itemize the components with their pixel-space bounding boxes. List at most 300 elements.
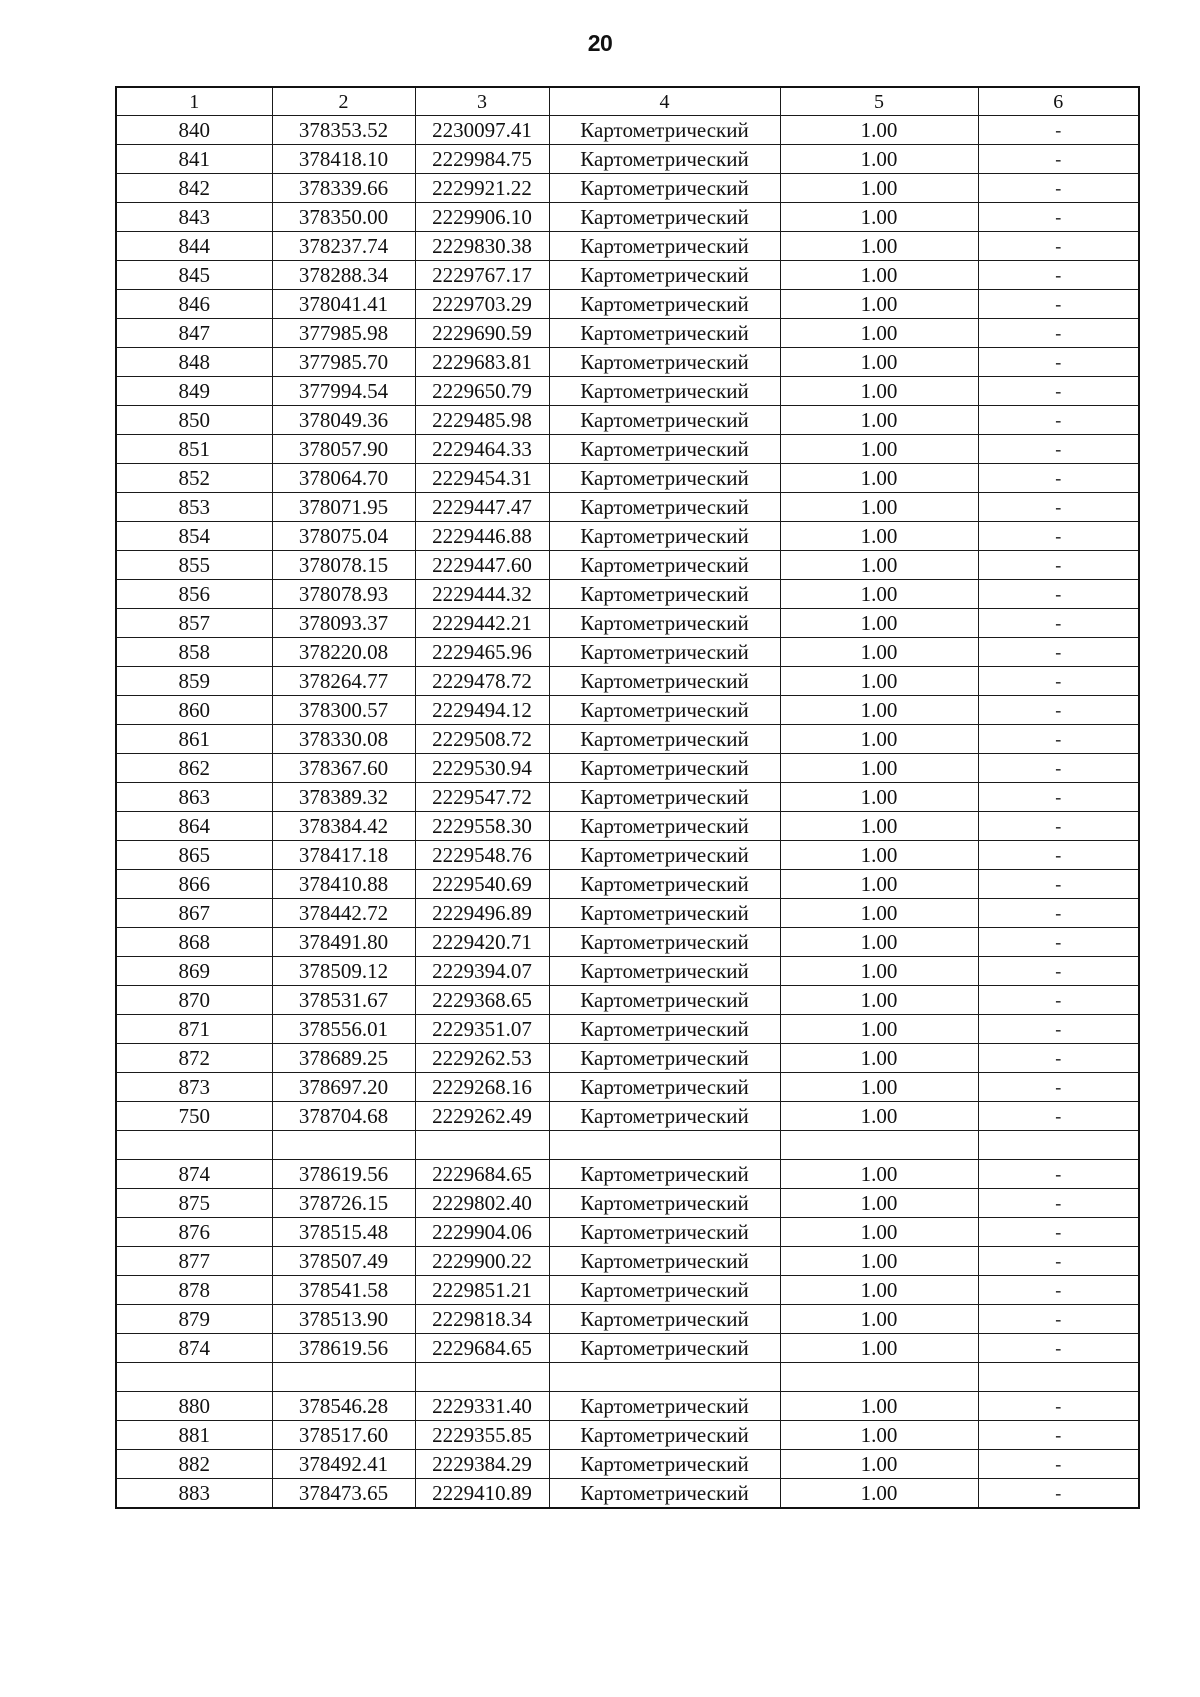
cell-accuracy: 1.00 xyxy=(780,377,978,406)
cell-note: - xyxy=(978,1421,1139,1450)
cell-x-coordinate: 378350.00 xyxy=(272,203,415,232)
cell-note: - xyxy=(978,754,1139,783)
cell-y-coordinate: 2229650.79 xyxy=(415,377,549,406)
cell-note xyxy=(978,1131,1139,1160)
cell-method: Картометрический xyxy=(549,1015,780,1044)
cell-method: Картометрический xyxy=(549,1450,780,1479)
cell-note: - xyxy=(978,522,1139,551)
cell-accuracy: 1.00 xyxy=(780,290,978,319)
cell-accuracy xyxy=(780,1131,978,1160)
cell-note: - xyxy=(978,551,1139,580)
cell-point-number: 868 xyxy=(116,928,272,957)
cell-accuracy: 1.00 xyxy=(780,812,978,841)
cell-note: - xyxy=(978,1073,1139,1102)
cell-point-number: 881 xyxy=(116,1421,272,1450)
cell-method: Картометрический xyxy=(549,348,780,377)
cell-note: - xyxy=(978,725,1139,754)
cell-note: - xyxy=(978,174,1139,203)
cell-accuracy: 1.00 xyxy=(780,1276,978,1305)
cell-x-coordinate: 378078.93 xyxy=(272,580,415,609)
table-header-row xyxy=(116,87,1139,116)
cell-point-number: 871 xyxy=(116,1015,272,1044)
cell-y-coordinate: 2229548.76 xyxy=(415,841,549,870)
cell-method: Картометрический xyxy=(549,986,780,1015)
table-row xyxy=(116,1044,1139,1073)
cell-method: Картометрический xyxy=(549,1073,780,1102)
cell-method: Картометрический xyxy=(549,1044,780,1073)
cell-method: Картометрический xyxy=(549,406,780,435)
cell-x-coordinate: 378507.49 xyxy=(272,1247,415,1276)
cell-method: Картометрический xyxy=(549,783,780,812)
cell-x-coordinate: 377985.98 xyxy=(272,319,415,348)
cell-point-number: 750 xyxy=(116,1102,272,1131)
cell-note: - xyxy=(978,783,1139,812)
cell-x-coordinate: 378513.90 xyxy=(272,1305,415,1334)
cell-x-coordinate: 378689.25 xyxy=(272,1044,415,1073)
cell-x-coordinate: 378492.41 xyxy=(272,1450,415,1479)
cell-method: Картометрический xyxy=(549,696,780,725)
cell-note: - xyxy=(978,435,1139,464)
table-row xyxy=(116,1421,1139,1450)
cell-y-coordinate: 2229420.71 xyxy=(415,928,549,957)
cell-x-coordinate xyxy=(272,1131,415,1160)
cell-note: - xyxy=(978,870,1139,899)
cell-note: - xyxy=(978,1392,1139,1421)
cell-note: - xyxy=(978,1450,1139,1479)
cell-point-number: 857 xyxy=(116,609,272,638)
cell-x-coordinate: 378619.56 xyxy=(272,1160,415,1189)
cell-point-number: 842 xyxy=(116,174,272,203)
cell-note: - xyxy=(978,1247,1139,1276)
table-row xyxy=(116,1450,1139,1479)
cell-point-number: 867 xyxy=(116,899,272,928)
cell-accuracy: 1.00 xyxy=(780,870,978,899)
cell-note: - xyxy=(978,203,1139,232)
cell-y-coordinate: 2229540.69 xyxy=(415,870,549,899)
cell-y-coordinate: 2229767.17 xyxy=(415,261,549,290)
cell-method: Картометрический xyxy=(549,1160,780,1189)
cell-method: Картометрический xyxy=(549,1218,780,1247)
table-row xyxy=(116,1160,1139,1189)
cell-x-coordinate: 378517.60 xyxy=(272,1421,415,1450)
table-row xyxy=(116,1102,1139,1131)
cell-x-coordinate: 378093.37 xyxy=(272,609,415,638)
cell-y-coordinate: 2229921.22 xyxy=(415,174,549,203)
cell-accuracy: 1.00 xyxy=(780,899,978,928)
cell-accuracy: 1.00 xyxy=(780,1392,978,1421)
cell-y-coordinate: 2229684.65 xyxy=(415,1334,549,1363)
table-row xyxy=(116,377,1139,406)
cell-point-number: 848 xyxy=(116,348,272,377)
cell-method: Картометрический xyxy=(549,145,780,174)
cell-y-coordinate: 2229465.96 xyxy=(415,638,549,667)
cell-x-coordinate: 378726.15 xyxy=(272,1189,415,1218)
cell-method: Картометрический xyxy=(549,1334,780,1363)
cell-accuracy: 1.00 xyxy=(780,1160,978,1189)
cell-y-coordinate: 2229818.34 xyxy=(415,1305,549,1334)
cell-x-coordinate: 377994.54 xyxy=(272,377,415,406)
table-row xyxy=(116,928,1139,957)
table-row xyxy=(116,899,1139,928)
cell-y-coordinate: 2229331.40 xyxy=(415,1392,549,1421)
cell-y-coordinate xyxy=(415,1131,549,1160)
table-row xyxy=(116,1479,1139,1509)
cell-x-coordinate: 378057.90 xyxy=(272,435,415,464)
cell-x-coordinate: 378049.36 xyxy=(272,406,415,435)
table-row xyxy=(116,551,1139,580)
cell-note: - xyxy=(978,1276,1139,1305)
cell-point-number xyxy=(116,1363,272,1392)
cell-note: - xyxy=(978,232,1139,261)
cell-y-coordinate: 2229464.33 xyxy=(415,435,549,464)
table-row xyxy=(116,667,1139,696)
cell-point-number: 858 xyxy=(116,638,272,667)
table-row xyxy=(116,203,1139,232)
cell-y-coordinate: 2229447.47 xyxy=(415,493,549,522)
cell-y-coordinate: 2229454.31 xyxy=(415,464,549,493)
cell-point-number: 865 xyxy=(116,841,272,870)
table-row xyxy=(116,145,1139,174)
cell-note: - xyxy=(978,116,1139,145)
cell-note: - xyxy=(978,609,1139,638)
cell-y-coordinate: 2229684.65 xyxy=(415,1160,549,1189)
cell-y-coordinate: 2229262.53 xyxy=(415,1044,549,1073)
cell-note: - xyxy=(978,290,1139,319)
cell-y-coordinate: 2229830.38 xyxy=(415,232,549,261)
cell-method: Картометрический xyxy=(549,551,780,580)
cell-point-number: 843 xyxy=(116,203,272,232)
header-cell-3: 3 xyxy=(415,87,549,116)
table-row xyxy=(116,609,1139,638)
cell-accuracy: 1.00 xyxy=(780,1044,978,1073)
cell-accuracy: 1.00 xyxy=(780,1479,978,1509)
table-row xyxy=(116,116,1139,145)
cell-note: - xyxy=(978,812,1139,841)
cell-point-number: 853 xyxy=(116,493,272,522)
cell-y-coordinate: 2229446.88 xyxy=(415,522,549,551)
cell-x-coordinate: 378071.95 xyxy=(272,493,415,522)
cell-accuracy: 1.00 xyxy=(780,406,978,435)
table-row xyxy=(116,783,1139,812)
table-row xyxy=(116,754,1139,783)
cell-point-number: 877 xyxy=(116,1247,272,1276)
cell-note: - xyxy=(978,1102,1139,1131)
cell-method: Картометрический xyxy=(549,957,780,986)
cell-x-coordinate: 378546.28 xyxy=(272,1392,415,1421)
cell-accuracy: 1.00 xyxy=(780,986,978,1015)
table-separator-row xyxy=(116,1131,1139,1160)
cell-method: Картометрический xyxy=(549,116,780,145)
cell-note: - xyxy=(978,464,1139,493)
cell-note: - xyxy=(978,348,1139,377)
cell-point-number: 870 xyxy=(116,986,272,1015)
cell-accuracy: 1.00 xyxy=(780,1073,978,1102)
cell-y-coordinate: 2229410.89 xyxy=(415,1479,549,1509)
cell-accuracy: 1.00 xyxy=(780,783,978,812)
cell-method: Картометрический xyxy=(549,725,780,754)
table-row xyxy=(116,290,1139,319)
cell-point-number: 864 xyxy=(116,812,272,841)
table-row xyxy=(116,638,1139,667)
cell-x-coordinate: 378619.56 xyxy=(272,1334,415,1363)
cell-y-coordinate xyxy=(415,1363,549,1392)
cell-x-coordinate: 378541.58 xyxy=(272,1276,415,1305)
cell-x-coordinate: 378704.68 xyxy=(272,1102,415,1131)
cell-method: Картометрический xyxy=(549,493,780,522)
table-row xyxy=(116,986,1139,1015)
cell-y-coordinate: 2229442.21 xyxy=(415,609,549,638)
cell-method: Картометрический xyxy=(549,609,780,638)
cell-accuracy: 1.00 xyxy=(780,232,978,261)
header-cell-6: 6 xyxy=(978,87,1139,116)
table-body xyxy=(116,87,1139,1508)
cell-method: Картометрический xyxy=(549,203,780,232)
cell-accuracy: 1.00 xyxy=(780,551,978,580)
table-row xyxy=(116,174,1139,203)
cell-accuracy: 1.00 xyxy=(780,754,978,783)
cell-note: - xyxy=(978,1189,1139,1218)
cell-note: - xyxy=(978,1305,1139,1334)
cell-method: Картометрический xyxy=(549,812,780,841)
cell-y-coordinate: 2229683.81 xyxy=(415,348,549,377)
cell-note: - xyxy=(978,1044,1139,1073)
cell-method: Картометрический xyxy=(549,1189,780,1218)
cell-accuracy: 1.00 xyxy=(780,145,978,174)
cell-y-coordinate: 2229851.21 xyxy=(415,1276,549,1305)
table-row xyxy=(116,232,1139,261)
cell-accuracy: 1.00 xyxy=(780,1102,978,1131)
cell-x-coordinate xyxy=(272,1363,415,1392)
cell-y-coordinate: 2229496.89 xyxy=(415,899,549,928)
coordinates-table xyxy=(115,86,1140,1509)
cell-y-coordinate: 2229906.10 xyxy=(415,203,549,232)
cell-note: - xyxy=(978,319,1139,348)
cell-y-coordinate: 2229703.29 xyxy=(415,290,549,319)
cell-accuracy: 1.00 xyxy=(780,1305,978,1334)
cell-x-coordinate: 378509.12 xyxy=(272,957,415,986)
cell-x-coordinate: 378330.08 xyxy=(272,725,415,754)
cell-y-coordinate: 2229547.72 xyxy=(415,783,549,812)
header-cell-2: 2 xyxy=(272,87,415,116)
cell-note: - xyxy=(978,638,1139,667)
cell-point-number: 846 xyxy=(116,290,272,319)
cell-x-coordinate: 378339.66 xyxy=(272,174,415,203)
cell-point-number: 869 xyxy=(116,957,272,986)
cell-y-coordinate: 2229394.07 xyxy=(415,957,549,986)
cell-point-number: 860 xyxy=(116,696,272,725)
table-row xyxy=(116,1334,1139,1363)
cell-accuracy: 1.00 xyxy=(780,841,978,870)
cell-accuracy: 1.00 xyxy=(780,1218,978,1247)
cell-y-coordinate: 2229530.94 xyxy=(415,754,549,783)
table-row xyxy=(116,1015,1139,1044)
cell-note: - xyxy=(978,1160,1139,1189)
cell-point-number: 840 xyxy=(116,116,272,145)
cell-accuracy: 1.00 xyxy=(780,638,978,667)
cell-y-coordinate: 2229262.49 xyxy=(415,1102,549,1131)
cell-method: Картометрический xyxy=(549,1392,780,1421)
cell-method: Картометрический xyxy=(549,870,780,899)
cell-point-number xyxy=(116,1131,272,1160)
cell-y-coordinate: 2229447.60 xyxy=(415,551,549,580)
cell-x-coordinate: 378515.48 xyxy=(272,1218,415,1247)
cell-method: Картометрический xyxy=(549,290,780,319)
cell-point-number: 861 xyxy=(116,725,272,754)
cell-accuracy: 1.00 xyxy=(780,1450,978,1479)
cell-accuracy: 1.00 xyxy=(780,580,978,609)
cell-accuracy: 1.00 xyxy=(780,725,978,754)
cell-method: Картометрический xyxy=(549,1276,780,1305)
cell-point-number: 872 xyxy=(116,1044,272,1073)
cell-note: - xyxy=(978,1334,1139,1363)
cell-note xyxy=(978,1363,1139,1392)
table-row xyxy=(116,957,1139,986)
cell-x-coordinate: 378078.15 xyxy=(272,551,415,580)
cell-method: Картометрический xyxy=(549,1102,780,1131)
cell-point-number: 859 xyxy=(116,667,272,696)
cell-x-coordinate: 378410.88 xyxy=(272,870,415,899)
cell-y-coordinate: 2229444.32 xyxy=(415,580,549,609)
cell-point-number: 866 xyxy=(116,870,272,899)
cell-x-coordinate: 378389.32 xyxy=(272,783,415,812)
cell-accuracy: 1.00 xyxy=(780,435,978,464)
cell-x-coordinate: 378237.74 xyxy=(272,232,415,261)
cell-point-number: 874 xyxy=(116,1160,272,1189)
cell-accuracy: 1.00 xyxy=(780,348,978,377)
table-row xyxy=(116,1189,1139,1218)
cell-method: Картометрический xyxy=(549,899,780,928)
cell-note: - xyxy=(978,145,1139,174)
cell-accuracy: 1.00 xyxy=(780,522,978,551)
cell-method: Картометрический xyxy=(549,638,780,667)
table-separator-row xyxy=(116,1363,1139,1392)
cell-x-coordinate: 378300.57 xyxy=(272,696,415,725)
table-row xyxy=(116,812,1139,841)
cell-x-coordinate: 378442.72 xyxy=(272,899,415,928)
cell-point-number: 876 xyxy=(116,1218,272,1247)
cell-x-coordinate: 378384.42 xyxy=(272,812,415,841)
cell-y-coordinate: 2229904.06 xyxy=(415,1218,549,1247)
cell-point-number: 845 xyxy=(116,261,272,290)
table-row xyxy=(116,464,1139,493)
cell-method: Картометрический xyxy=(549,928,780,957)
cell-y-coordinate: 2229485.98 xyxy=(415,406,549,435)
cell-y-coordinate: 2229558.30 xyxy=(415,812,549,841)
table-row xyxy=(116,1247,1139,1276)
header-cell-5: 5 xyxy=(780,87,978,116)
cell-note: - xyxy=(978,493,1139,522)
cell-method: Картометрический xyxy=(549,1247,780,1276)
cell-point-number: 880 xyxy=(116,1392,272,1421)
cell-method: Картометрический xyxy=(549,1305,780,1334)
table-row xyxy=(116,1276,1139,1305)
cell-accuracy: 1.00 xyxy=(780,696,978,725)
cell-note: - xyxy=(978,986,1139,1015)
cell-x-coordinate: 378264.77 xyxy=(272,667,415,696)
cell-x-coordinate: 378531.67 xyxy=(272,986,415,1015)
cell-y-coordinate: 2229494.12 xyxy=(415,696,549,725)
cell-note: - xyxy=(978,1479,1139,1509)
cell-point-number: 851 xyxy=(116,435,272,464)
table-row xyxy=(116,841,1139,870)
cell-method: Картометрический xyxy=(549,377,780,406)
cell-note: - xyxy=(978,377,1139,406)
cell-method: Картометрический xyxy=(549,435,780,464)
cell-x-coordinate: 377985.70 xyxy=(272,348,415,377)
cell-note: - xyxy=(978,899,1139,928)
cell-method: Картометрический xyxy=(549,319,780,348)
cell-x-coordinate: 378075.04 xyxy=(272,522,415,551)
table-row xyxy=(116,696,1139,725)
cell-y-coordinate: 2229984.75 xyxy=(415,145,549,174)
cell-note: - xyxy=(978,696,1139,725)
cell-x-coordinate: 378041.41 xyxy=(272,290,415,319)
cell-note: - xyxy=(978,406,1139,435)
cell-x-coordinate: 378418.10 xyxy=(272,145,415,174)
cell-point-number: 850 xyxy=(116,406,272,435)
cell-accuracy: 1.00 xyxy=(780,667,978,696)
cell-point-number: 882 xyxy=(116,1450,272,1479)
table-row xyxy=(116,1073,1139,1102)
cell-y-coordinate: 2229508.72 xyxy=(415,725,549,754)
cell-accuracy: 1.00 xyxy=(780,319,978,348)
cell-x-coordinate: 378491.80 xyxy=(272,928,415,957)
cell-accuracy: 1.00 xyxy=(780,493,978,522)
cell-point-number: 873 xyxy=(116,1073,272,1102)
cell-accuracy: 1.00 xyxy=(780,203,978,232)
cell-method: Картометрический xyxy=(549,841,780,870)
cell-method: Картометрический xyxy=(549,232,780,261)
table-row xyxy=(116,348,1139,377)
cell-accuracy xyxy=(780,1363,978,1392)
cell-note: - xyxy=(978,1218,1139,1247)
cell-method: Картометрический xyxy=(549,1421,780,1450)
cell-accuracy: 1.00 xyxy=(780,609,978,638)
cell-point-number: 844 xyxy=(116,232,272,261)
table-row xyxy=(116,493,1139,522)
cell-point-number: 878 xyxy=(116,1276,272,1305)
cell-accuracy: 1.00 xyxy=(780,1421,978,1450)
cell-y-coordinate: 2229802.40 xyxy=(415,1189,549,1218)
cell-accuracy: 1.00 xyxy=(780,116,978,145)
cell-y-coordinate: 2229900.22 xyxy=(415,1247,549,1276)
table-row xyxy=(116,435,1139,464)
table-row xyxy=(116,870,1139,899)
cell-x-coordinate: 378417.18 xyxy=(272,841,415,870)
table-row xyxy=(116,725,1139,754)
cell-note: - xyxy=(978,841,1139,870)
cell-point-number: 849 xyxy=(116,377,272,406)
cell-accuracy: 1.00 xyxy=(780,1189,978,1218)
cell-y-coordinate: 2229690.59 xyxy=(415,319,549,348)
cell-point-number: 879 xyxy=(116,1305,272,1334)
cell-x-coordinate: 378556.01 xyxy=(272,1015,415,1044)
cell-x-coordinate: 378367.60 xyxy=(272,754,415,783)
cell-x-coordinate: 378697.20 xyxy=(272,1073,415,1102)
cell-method: Картометрический xyxy=(549,522,780,551)
cell-point-number: 875 xyxy=(116,1189,272,1218)
cell-x-coordinate: 378353.52 xyxy=(272,116,415,145)
cell-x-coordinate: 378473.65 xyxy=(272,1479,415,1509)
header-cell-4: 4 xyxy=(549,87,780,116)
cell-x-coordinate: 378288.34 xyxy=(272,261,415,290)
cell-accuracy: 1.00 xyxy=(780,464,978,493)
table-row xyxy=(116,319,1139,348)
cell-accuracy: 1.00 xyxy=(780,1247,978,1276)
cell-method: Картометрический xyxy=(549,667,780,696)
cell-y-coordinate: 2229268.16 xyxy=(415,1073,549,1102)
cell-method xyxy=(549,1363,780,1392)
